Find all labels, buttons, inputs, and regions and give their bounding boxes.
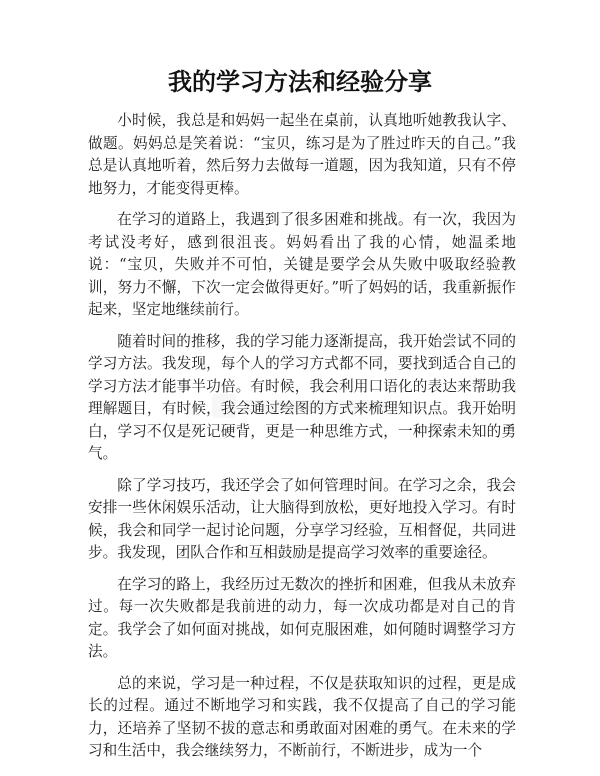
- paragraph: 随着时间的推移，我的学习能力逐渐提高，我开始尝试不同的学习方法。我发现，每个人的学习方式都不同，要找到适合自己的学习方法才能事半功倍。有时候，我会利用口语化的表达来帮助我理解题目，有时候，我会通过绘图的方式来梳理知识点。我开始明白，学习不仅是死记硬背，更是一种思维方式，一种探索未知的勇气。: [88, 332, 516, 462]
- document-body: [88, 110, 516, 772]
- paragraph: 在学习的路上，我经历过无数次的挫折和困难，但我从未放弃过。每一次失败都是我前进的动力，每一次成功都是对自己的肯定。我学会了如何面对挑战，如何克服困难，如何随时调整学习方法。: [88, 575, 516, 660]
- paragraph: 除了学习技巧，我还学会了如何管理时间。在学习之余，我会安排一些休闲娱乐活动，让大脑得到放松，更好地投入学习。有时候，我会和同学一起讨论问题，分享学习经验，互相督促，共同进步。我发现，团队合作和互相鼓励是提高学习效率的重要途径。: [88, 476, 516, 561]
- paragraph: 小时候，我总是和妈妈一起坐在桌前，认真地听她教我认字、做题。妈妈总是笑着说：“宝贝，练习是为了胜过昨天的自己。”我总是认真地听着，然后努力去做每一道题，因为我知道，只有不停地努力，才能变得更棒。: [88, 112, 516, 197]
- paragraph: 总的来说，学习是一种过程，不仅是获取知识的过程，更是成长的过程。通过不断地学习和实践，我不仅提高了自己的学习能力，还培养了坚韧不拔的意志和勇敢面对困难的勇气。在未来的学习和生活中，我会继续努力，不断前行，不断进步，成为一个: [88, 674, 516, 759]
- document-title: 我的学习方法和经验分享: [168, 68, 432, 96]
- paragraph: 在学习的道路上，我遇到了很多困难和挑战。有一次，我因为考试没考好，感到很沮丧。妈妈看出了我的心情，她温柔地说：“宝贝，失败并不可怕，关键是要学会从失败中吸取经验教训，努力不懈，下次一定会做得更好。”听了妈妈的话，我重新振作起来，坚定地继续前行。: [88, 211, 516, 318]
